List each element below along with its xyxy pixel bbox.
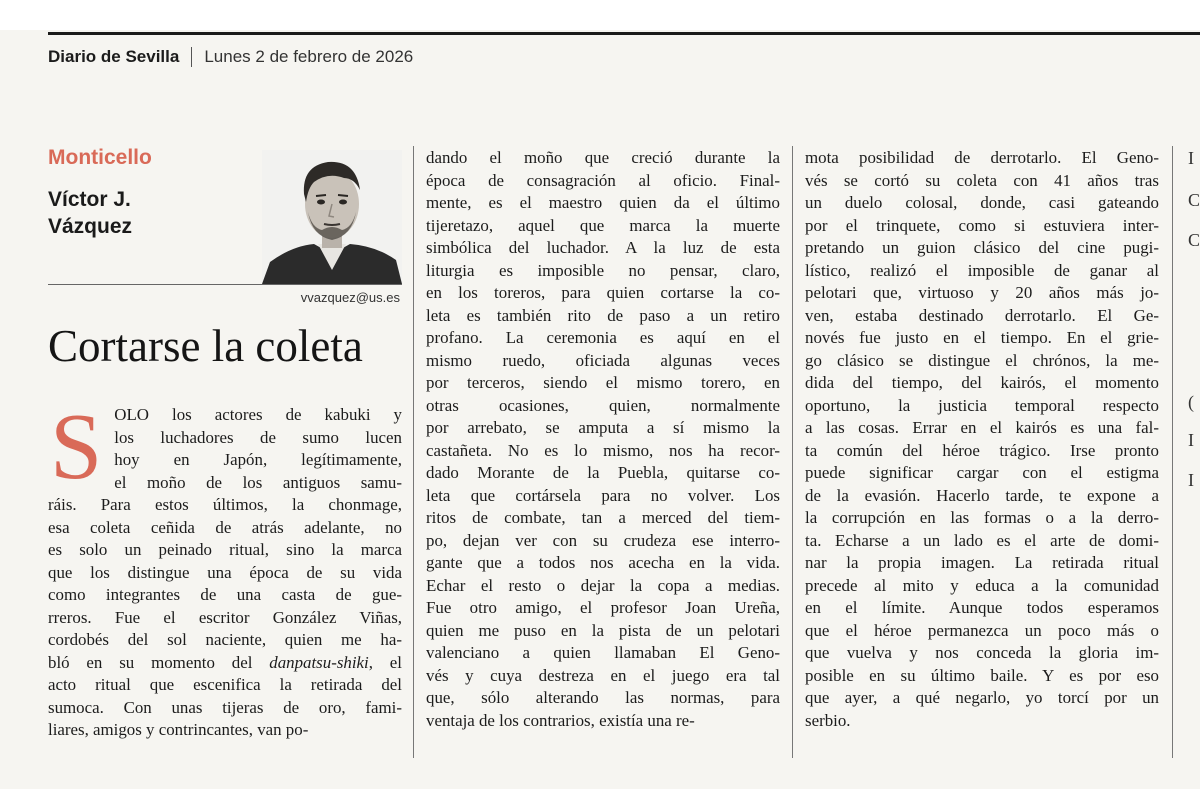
text-line: quien me puso en la pista de un pelotari xyxy=(426,620,780,640)
text-line: mismo ruedo, oficiada algunas veces xyxy=(426,350,780,370)
column-divider-3 xyxy=(1172,146,1173,758)
column-divider-2 xyxy=(792,146,793,758)
text-line: ráis. Para estos últimos, la chonmage, xyxy=(48,495,402,514)
article-column-2-text xyxy=(426,147,780,732)
text-line: sumoca. Con unas tijeras de oro, fami- xyxy=(48,697,402,717)
text-line: mente, es el maestro quien da el último xyxy=(426,193,780,212)
text-line: leta que cortársela para no volver. Los xyxy=(426,485,780,505)
text-line: ta. Echarse a un lado es el arte de domi- xyxy=(805,530,1159,550)
edge-glyph: I xyxy=(1188,430,1194,450)
text-line: vés se cortó su coleta con 41 años tras xyxy=(805,170,1159,190)
text-line: mota posibilidad de derrotarlo. El Geno- xyxy=(805,148,1159,167)
text-line: en los toreros, para quien cortarse la co- xyxy=(426,283,780,302)
author-portrait xyxy=(262,150,402,284)
text-line: ritos de combate, tan a merced del tiem- xyxy=(426,508,780,527)
text-line: por arrebato, se amputa a sí mismo la xyxy=(426,418,780,437)
text-line: otras ocasiones, quien, normalmente xyxy=(426,395,780,415)
page-top-margin xyxy=(0,0,1200,30)
text-line: un duelo colosal, donde, casi gateando xyxy=(805,193,1159,212)
text-line: lístico, realizó el imposible de ganar al xyxy=(805,260,1159,280)
text-line-start: bló en su momento del xyxy=(48,652,270,672)
text-line: ventaja de los contrarios, existía una re- xyxy=(426,710,695,730)
edge-glyph: ( xyxy=(1188,392,1194,412)
text-line: cordobés del sol naciente, quien me ha- xyxy=(48,630,402,649)
italic-term: danpatsu-shiki xyxy=(269,652,369,672)
text-line: pretando un guion clásico del cine pugi- xyxy=(805,238,1159,257)
text-line: precede al mito y educa a la comunidad xyxy=(805,575,1159,595)
text-line: castañeta. No es lo mismo, nos ha recor- xyxy=(426,440,780,460)
text-line: ta común del héroe trágico. Irse pronto xyxy=(805,440,1159,460)
text-line: go clásico se distingue el chrónos, la me- xyxy=(805,350,1159,370)
text-line: como integrantes de una casta de gue- xyxy=(48,585,402,604)
author-email: vvazquez@us.es xyxy=(300,290,400,305)
text-line: que ayer, a qué negarlo, yo torcí por un xyxy=(805,688,1159,707)
article-column-3-text xyxy=(805,147,1159,732)
publication-name: Diario de Sevilla xyxy=(48,47,180,66)
text-line: valenciano a quien llamaban El Geno- xyxy=(426,643,780,662)
issue-date: Lunes 2 de febrero de 2026 xyxy=(204,47,414,66)
text-line: Fue otro amigo, el profesor Joan Ureña, xyxy=(426,598,780,617)
text-line: es solo un peinado ritual, sino la marca xyxy=(48,540,402,559)
text-line: los luchadores de sumo lucen xyxy=(114,427,402,447)
text-line: tijeretazo, aquel que marca la muerte xyxy=(426,215,780,235)
text-line: nar la propia imagen. La retirada ritual xyxy=(805,553,1159,572)
author-name-line-1: Víctor J. xyxy=(48,188,131,211)
edge-glyph: C xyxy=(1188,190,1200,210)
text-line: simbólica del luchador. A la luz de esta xyxy=(426,238,780,257)
text-line: gante que a todos nos acecha en la vida. xyxy=(426,553,780,572)
text-line: dando el moño que creció durante la xyxy=(426,148,780,167)
edge-glyph: C xyxy=(1188,230,1200,250)
text-line: liares, amigos y contrincantes, van po- xyxy=(48,720,309,739)
text-line: posible en su último baile. Y es por eso xyxy=(805,665,1159,685)
text-line: por el trinquete, como si estuviera inter- xyxy=(805,215,1159,235)
text-line: acto ritual que escenifica la retirada del xyxy=(48,675,402,694)
text-line: que el héroe permanezca un poco más o xyxy=(805,620,1159,640)
article-column-2 xyxy=(426,147,780,732)
author-block-rule xyxy=(48,284,402,285)
text-line: puede significar cargar con el estigma xyxy=(805,463,1159,482)
text-line: profano. La ceremonia es aquí en el xyxy=(426,328,780,347)
text-line: leta es también rito de paso a un retiro xyxy=(426,305,780,325)
text-line: Echar el resto o dejar la copa a medias. xyxy=(426,575,780,595)
text-line: dida del tiempo, del kairós, el momento xyxy=(805,373,1159,392)
text-line: pelotari que, virtuoso y 20 años más jo- xyxy=(805,283,1159,302)
text-line: hoy en Japón, legítimamente, xyxy=(114,450,402,469)
text-line: la corrupción en las formas o a la derro- xyxy=(805,508,1159,527)
author-name-line-2: Vázquez xyxy=(48,215,133,238)
text-line: rreros. Fue el escritor González Viñas, xyxy=(48,607,402,627)
text-line: que vuelva y nos conceda la gloria im- xyxy=(805,643,1159,662)
author-name xyxy=(48,186,208,240)
column-section-name: Monticello xyxy=(48,146,152,169)
text-line: ven, estaba destinado derrotarlo. El Ge- xyxy=(805,305,1159,325)
text-line: esa coleta ceñida de atrás adelante, no xyxy=(48,517,402,537)
text-line: que los distingue una época de su vida xyxy=(48,562,402,582)
text-line: oportuno, la justicia temporal respecto xyxy=(805,395,1159,415)
text-line: en el límite. Aunque todos esperamos xyxy=(805,598,1159,617)
article-column-3 xyxy=(805,147,1159,732)
author-portrait-drawing xyxy=(262,150,402,284)
text-line: de la evasión. Hacerlo tarde, te expone a xyxy=(805,485,1159,505)
text-line: serbio. xyxy=(805,710,851,730)
text-line: el moño de los antiguos samu- xyxy=(114,472,402,492)
drop-cap: S xyxy=(50,395,103,499)
text-line xyxy=(48,652,402,675)
edge-glyph: I xyxy=(1188,148,1194,168)
article-headline: Cortarse la coleta xyxy=(48,321,363,371)
text-line: vés y cuya destreza en el juego era tal xyxy=(426,665,780,685)
text-line: época de consagración al oficio. Final- xyxy=(426,170,780,190)
text-line: po, dejan ver con su crudeza ese interro- xyxy=(426,530,780,550)
text-line: por terceros, siendo el mismo torero, en xyxy=(426,373,780,392)
adjacent-article-edge xyxy=(1186,140,1200,780)
text-line: OLO los actores de kabuki y xyxy=(114,405,402,424)
page-header xyxy=(48,44,413,70)
edge-glyph: I xyxy=(1188,470,1194,490)
header-separator xyxy=(191,47,192,67)
column-divider-1 xyxy=(413,146,414,758)
text-line: que, sólo alterando las normas, para xyxy=(426,688,780,707)
header-top-rule xyxy=(48,32,1200,35)
text-line-end: , el xyxy=(368,652,402,672)
text-line: dado Morante de la Puebla, quitarse co- xyxy=(426,463,780,482)
text-line: a las cosas. Errar en el kairós es una fal- xyxy=(805,418,1159,437)
article-column-1 xyxy=(48,395,402,742)
text-line: liturgia es imposible no pensar, claro, xyxy=(426,260,780,280)
text-line: novés fue justo en el tiempo. En el grie- xyxy=(805,328,1159,347)
